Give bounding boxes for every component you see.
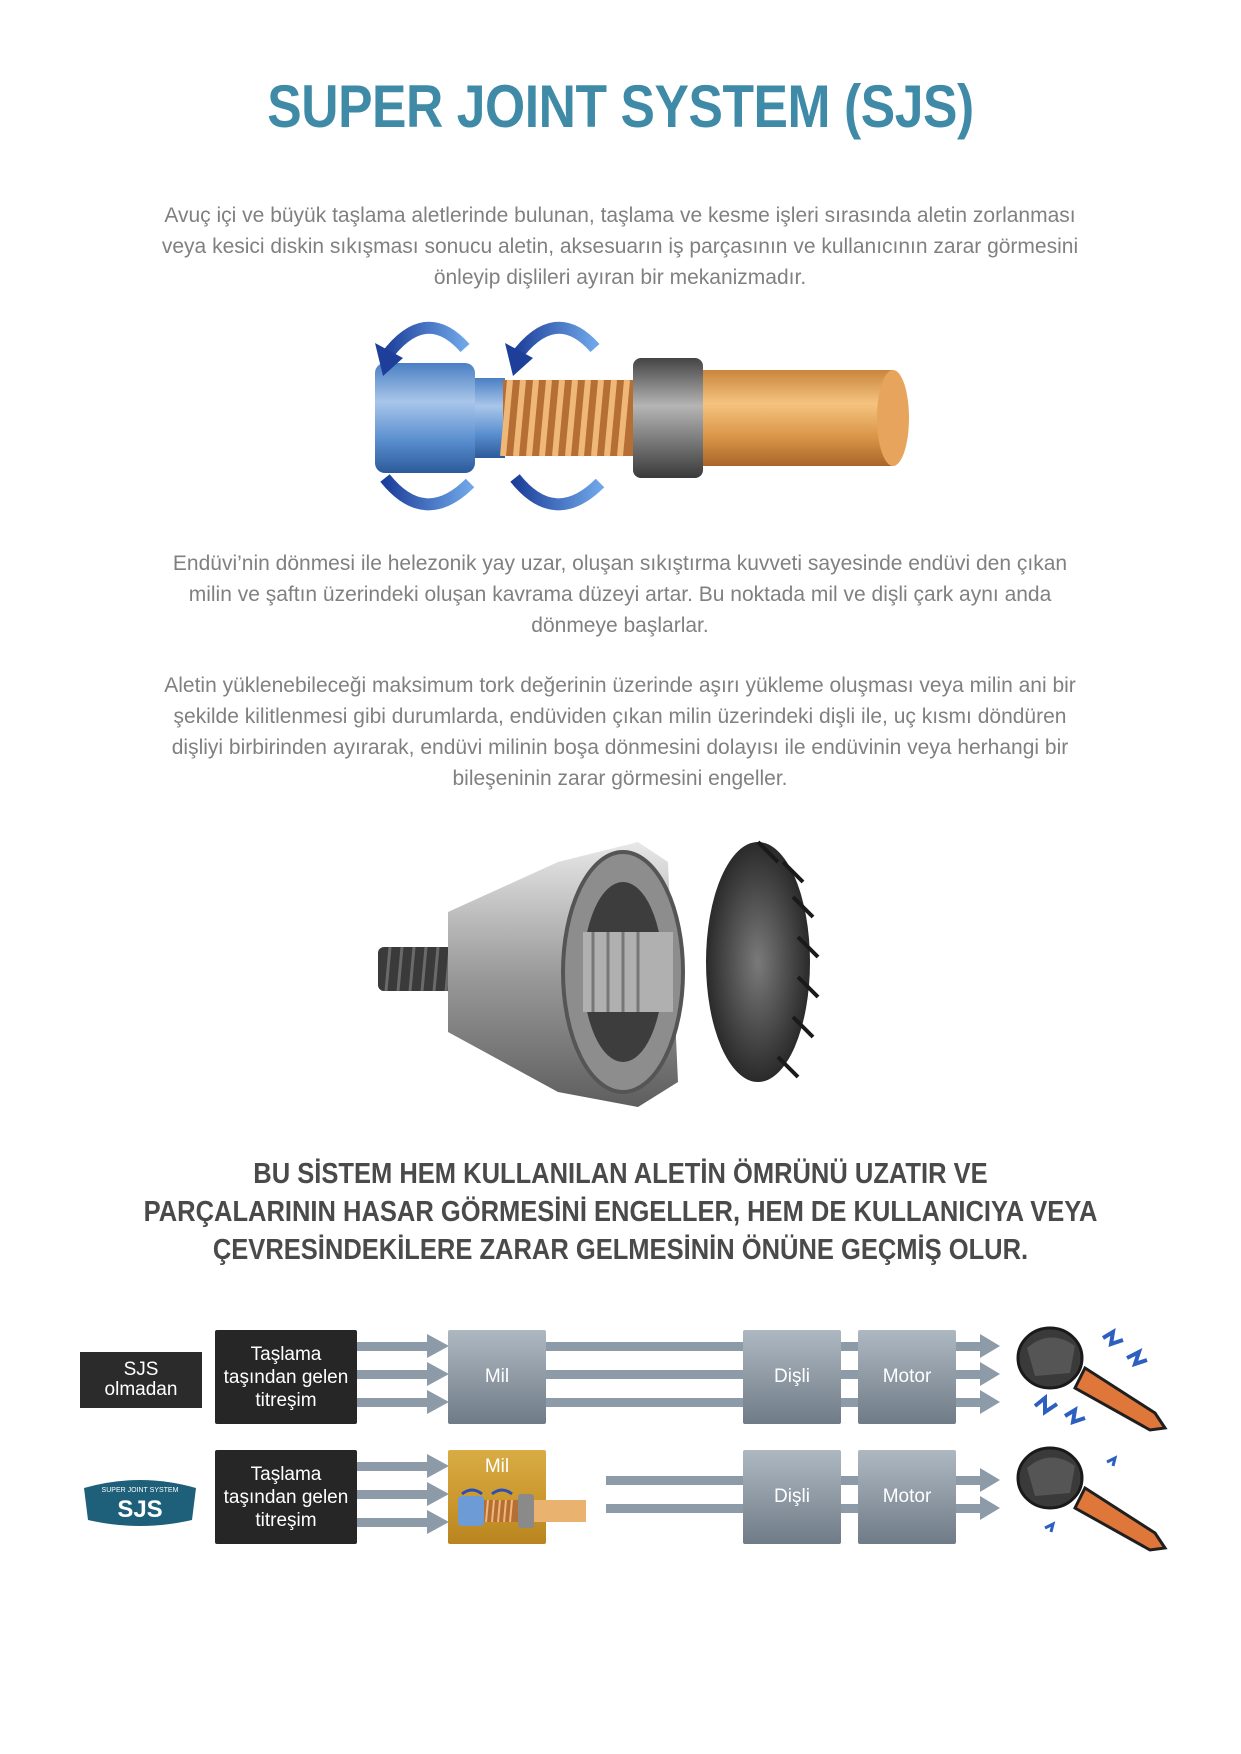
gold-shaft xyxy=(703,370,893,466)
bearing-ring xyxy=(633,358,703,478)
output-arrows-icon xyxy=(956,1450,1016,1544)
motor-box: Motor xyxy=(858,1330,956,1424)
output-arrows-icon xyxy=(956,1330,1016,1424)
page-title: SUPER JOINT SYSTEM (SJS) xyxy=(267,73,974,140)
sjs-logo-caption: SUPER JOINT SYSTEM xyxy=(101,1487,179,1494)
disli-box: Dişli xyxy=(743,1450,841,1544)
paragraph-line: Aletin yüklenebileceği maksimum tork değerinin üzerinde aşırı yükleme oluşması veya milin ani bir xyxy=(164,674,1076,697)
disli-box: Dişli xyxy=(743,1330,841,1424)
transfer-bars xyxy=(841,1330,858,1424)
rotation-arrow-icon xyxy=(515,478,600,504)
rotation-arrow-icon xyxy=(385,478,470,504)
paragraph-3 xyxy=(120,670,1120,794)
intro-line: veya kesici diskin sıkışması sonucu aletin, aksesuarın iş parçasının ve kullanıcının zarar görmesini xyxy=(161,235,1079,258)
rotation-arrow-icon xyxy=(515,328,595,358)
vibration-source-box: Taşlama taşından gelen titreşim xyxy=(215,1450,357,1544)
transfer-bars xyxy=(546,1330,743,1424)
key-message xyxy=(74,1155,1166,1269)
grinder-strong-vibration-icon xyxy=(1015,1318,1175,1434)
sjs-logo xyxy=(80,1470,200,1530)
motor-box: Motor xyxy=(858,1450,956,1544)
headline-line: ÇEVRESİNDEKİLERE ZARAR GELMESİNİN ÖNÜNE GEÇMİŞ OLUR. xyxy=(212,1234,1029,1266)
sjs-spring-illustration xyxy=(375,318,925,518)
helical-spring xyxy=(503,380,633,456)
rotation-arrow-icon xyxy=(385,328,465,358)
mil-box: Mil xyxy=(448,1330,546,1424)
mil-box-sjs: Mil xyxy=(448,1450,546,1544)
paragraph-line: Endüvi’nin dönmesi ile helezonik yay uzar, oluşan sıkıştırma kuvveti sayesinde endüvi den çıkan xyxy=(172,552,1068,575)
intro-line: önleyip dişlileri ayıran bir mekanizmadır. xyxy=(433,266,807,289)
without-sjs-label: SJS olmadan xyxy=(80,1352,202,1408)
intro-paragraph xyxy=(120,200,1120,293)
paragraph-line: şekilde kilitlenmesi gibi durumlarda, endüviden çıkan milin üzerindeki dişli ile, uç kısmı döndüren xyxy=(173,705,1067,728)
transfer-bars xyxy=(546,1450,743,1544)
row-with-sjs xyxy=(70,1450,1180,1550)
paragraph-2 xyxy=(120,548,1120,641)
headline-line: PARÇALARININ HASAR GÖRMESİNİ ENGELLER, HEM DE KULLANICIYA VEYA xyxy=(143,1196,1098,1228)
paragraph-line: bileşeninin zarar görmesini engeller. xyxy=(452,767,788,790)
paragraph-line: dönmeye başlarlar. xyxy=(531,614,709,637)
bevel-gear xyxy=(706,842,810,1082)
grinder-reduced-vibration-icon xyxy=(1015,1438,1175,1554)
transfer-bars xyxy=(841,1450,858,1544)
row-without-sjs xyxy=(70,1330,1180,1430)
sjs-logo-text: SJS xyxy=(117,1496,163,1523)
vibration-comparison-diagram xyxy=(70,1300,1180,1560)
paragraph-line: milin ve şaftın üzerindeki oluşan kavrama düzeyi artar. Bu noktada mil ve dişli çark aynı anda xyxy=(188,583,1052,606)
blue-cylinder xyxy=(375,363,475,473)
headline-line: BU SİSTEM HEM KULLANILAN ALETİN ÖMRÜNÜ UZATIR VE xyxy=(253,1158,988,1190)
vibration-source-box: Taşlama taşından gelen titreşim xyxy=(215,1330,357,1424)
intro-line: Avuç içi ve büyük taşlama aletlerinde bulunan, taşlama ve kesme işleri sırasında aletin zorlanması xyxy=(164,204,1076,227)
paragraph-line: dişliyi birbirinden ayırarak, endüvi milinin boşa dönmesini dolayısı ile endüvinin veya herhangi bir xyxy=(171,736,1069,759)
gear-assembly-photo xyxy=(378,822,838,1122)
